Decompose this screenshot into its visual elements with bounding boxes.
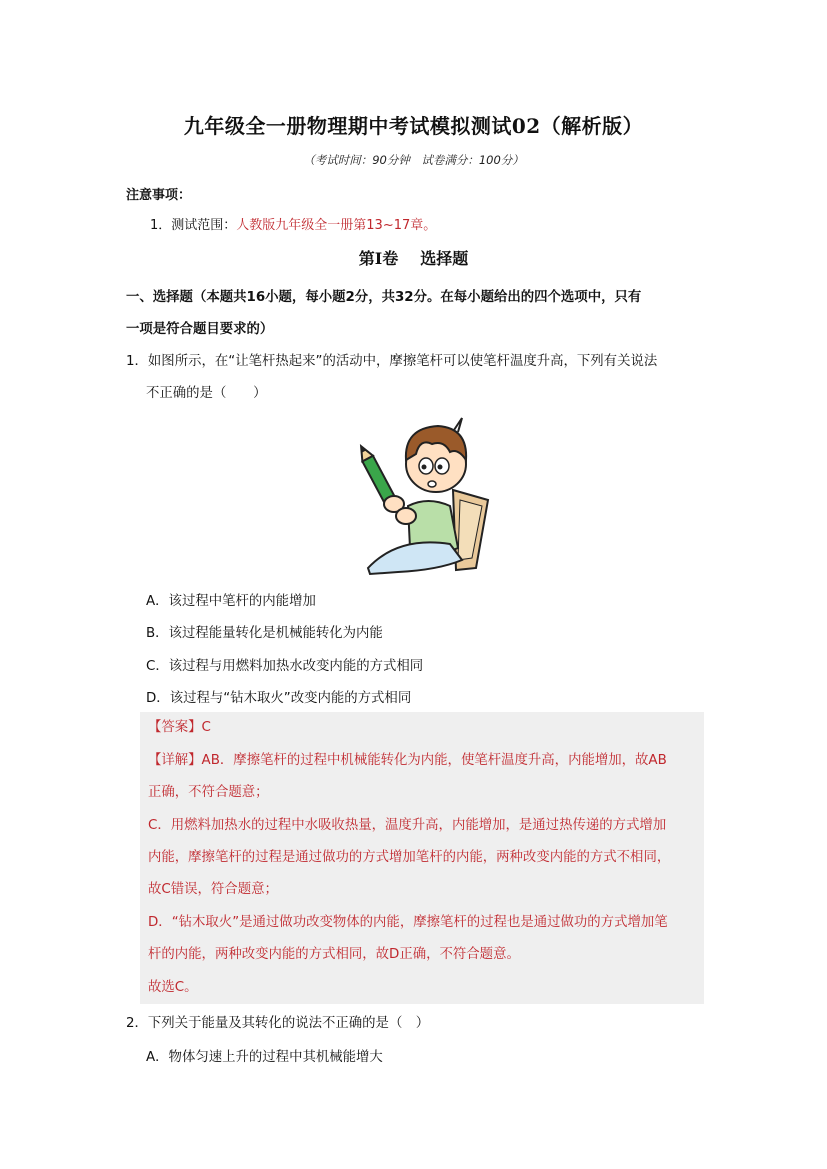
question-1-option-a: A．该过程中笔杆的内能增加 xyxy=(146,594,316,609)
section-title-type: 选择题 xyxy=(420,249,469,268)
question-1-option-d: D．该过程与“钻木取火”改变内能的方式相同 xyxy=(146,691,412,706)
explanation-line-6: D．“钻木取火”是通过做功改变物体的内能，摩擦笔杆的过程也是通过做功的方式增加笔 xyxy=(148,915,668,930)
explanation-line-8: 故选C。 xyxy=(148,980,198,995)
explanation-line-1: 【详解】AB．摩擦笔杆的过程中机械能转化为内能，使笔杆温度升高，内能增加，故AB xyxy=(148,753,667,768)
explanation-line-7: 杆的内能，两种改变内能的方式相同，故D正确，不符合题意。 xyxy=(148,947,520,962)
question-2-stem: 2．下列关于能量及其转化的说法不正确的是（ ） xyxy=(126,1016,430,1031)
answer-label: 【答案】C xyxy=(148,720,211,735)
question-2-option-a: A．物体匀速上升的过程中其机械能增大 xyxy=(146,1050,383,1065)
question-1-stem xyxy=(126,346,716,410)
section-title xyxy=(0,246,827,269)
question-1-option-c: C．该过程与用燃料加热水改变内能的方式相同 xyxy=(146,659,424,674)
page-title: 九年级全一册物理期中考试模拟测试02（解析版） xyxy=(183,114,644,138)
notes-item-value: 人教版九年级全一册第13~17章。 xyxy=(236,218,437,233)
notes-item-label: 1．测试范围： xyxy=(150,218,237,233)
question-1-line1: 1．如图所示，在“让笔杆热起来”的活动中，摩擦笔杆可以使笔杆温度升高，下列有关说法 xyxy=(126,354,658,369)
question-1-option-b: B．该过程能量转化是机械能转化为内能 xyxy=(146,626,383,641)
explanation-line-3: C．用燃料加热水的过程中水吸收热量，温度升高，内能增加，是通过热传递的方式增加 xyxy=(148,818,667,833)
part-instructions-line2: 一项是符合题目要求的） xyxy=(126,322,274,337)
notes-heading: 注意事项： xyxy=(126,188,192,203)
section-title-volume: 第Ⅰ卷 xyxy=(358,249,399,268)
part-instructions xyxy=(126,282,716,346)
question-1-line2: 不正确的是（ ） xyxy=(146,386,267,401)
notes-item-scope xyxy=(150,214,436,233)
boy-rubbing-pencil-illustration xyxy=(358,408,498,576)
explanation-line-4: 内能，摩擦笔杆的过程是通过做功的方式增加笔杆的内能，两种改变内能的方式不相同， xyxy=(148,850,671,865)
part-instructions-line1: 一、选择题（本题共16小题，每小题2分，共32分。在每小题给出的四个选项中，只有 xyxy=(126,290,642,305)
exam-info: （考试时间：90分钟 试卷满分：100分） xyxy=(303,153,524,167)
explanation-line-5: 故C错误，符合题意； xyxy=(148,882,278,897)
explanation-line-2: 正确，不符合题意； xyxy=(148,785,269,800)
